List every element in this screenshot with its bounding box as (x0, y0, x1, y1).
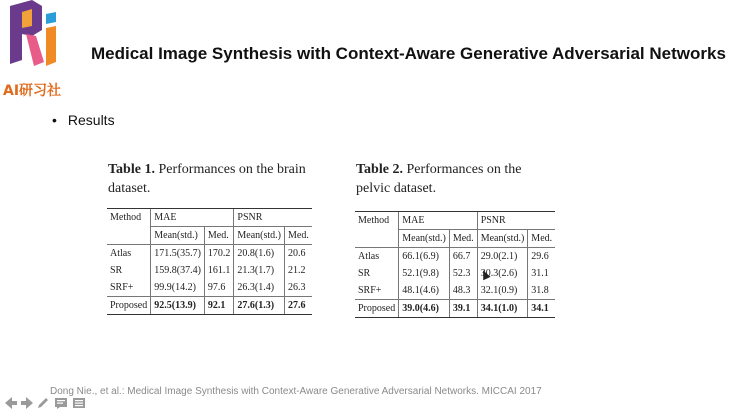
table-cell: 161.1 (204, 262, 234, 279)
menu-icon[interactable] (72, 396, 86, 410)
table-cell: Proposed (107, 297, 151, 315)
bullet-text: Results (67, 112, 115, 128)
table-cell: 27.6 (285, 297, 312, 315)
table-cell: 99.9(14.2) (151, 279, 205, 297)
table-row (107, 297, 312, 315)
table-cell: 159.8(37.4) (151, 262, 205, 279)
table2-caption-text2: pelvic dataset. (356, 181, 437, 196)
slide-title: Medical Image Synthesis with Context-Aware Generative Adversarial Networks (91, 44, 726, 63)
table-cell: 66.1(6.9) (399, 248, 450, 266)
table2 (355, 211, 555, 318)
bullet-results (52, 112, 115, 128)
table-row (107, 245, 312, 263)
table2-h-mean2: Mean(std.) (477, 230, 528, 248)
table-cell: 34.1(1.0) (477, 300, 528, 318)
table1-caption-text1: Performances on the brain (158, 162, 306, 177)
table-cell: 92.5(13.9) (151, 297, 205, 315)
table-cell: 39.1 (449, 300, 477, 318)
table-cell: 48.3 (449, 282, 477, 300)
table-cell: 31.1 (528, 265, 555, 282)
table-cell: 48.1(4.6) (399, 282, 450, 300)
table1-caption-text2: dataset. (108, 181, 151, 196)
table1-caption (108, 160, 348, 198)
table1-h-psnr: PSNR (234, 209, 312, 227)
table1-caption-label: Table 1. (108, 162, 155, 177)
table2-caption-label: Table 2. (356, 162, 403, 177)
table-row (107, 262, 312, 279)
table2-h-mae: MAE (399, 212, 477, 230)
table-cell: Proposed (355, 300, 399, 318)
table-cell: 31.8 (528, 282, 555, 300)
table-cell: 92.1 (204, 297, 234, 315)
table2-h-method: Method (355, 212, 399, 230)
bullet-dot-icon: • (52, 112, 57, 128)
table-cell: 66.7 (449, 248, 477, 266)
table-cell: 170.2 (204, 245, 234, 263)
table2-h-med2: Med. (528, 230, 555, 248)
table-cell: 29.6 (528, 248, 555, 266)
table-cell: 21.2 (285, 262, 312, 279)
table2-caption (356, 160, 596, 198)
table-cell: 97.6 (204, 279, 234, 297)
table-cell: 20.8(1.6) (234, 245, 285, 263)
table-cell: 171.5(35.7) (151, 245, 205, 263)
table1 (107, 208, 312, 315)
table-cell: Atlas (110, 248, 132, 259)
table2-caption-text1: Performances on the (406, 162, 522, 177)
table2-h-psnr: PSNR (477, 212, 555, 230)
table-cell: 26.3(1.4) (234, 279, 285, 297)
table-cell: 29.0(2.1) (477, 248, 528, 266)
table-row (355, 248, 555, 266)
arrow-left-icon[interactable] (4, 396, 18, 410)
table1-h-mean2: Mean(std.) (234, 227, 285, 245)
table-cell: 39.0(4.6) (399, 300, 450, 318)
table1-h-med2: Med. (285, 227, 312, 245)
table-row (355, 265, 555, 282)
table-cell: SRF+ (110, 282, 134, 293)
table-cell: SR (110, 265, 123, 276)
table-cell: 52.3 (449, 265, 477, 282)
slide-footer-citation: Dong Nie., et al.: Medical Image Synthesis with Context-Aware Generative Adversarial Networks. MICCAI 2017 (50, 386, 542, 397)
table-cell: Atlas (358, 251, 380, 262)
table1-h-mae: MAE (151, 209, 234, 227)
table-row (355, 282, 555, 300)
table2-h-mean1: Mean(std.) (399, 230, 450, 248)
logo-text: AI研习社 (3, 83, 62, 99)
table-cell: 20.6 (285, 245, 312, 263)
table1-h-method: Method (107, 209, 151, 227)
table-cell: 32.1(0.9) (477, 282, 528, 300)
table-row (355, 300, 555, 318)
comment-icon[interactable] (54, 396, 68, 410)
table-cell: 52.1(9.8) (399, 265, 450, 282)
table-cell: SR (358, 268, 371, 279)
table1-h-mean1: Mean(std.) (151, 227, 205, 245)
table2-h-med1: Med. (449, 230, 477, 248)
table-cell: 21.3(1.7) (234, 262, 285, 279)
table-cell: 26.3 (285, 279, 312, 297)
table-cell: 27.6(1.3) (234, 297, 285, 315)
table-cell: 30.3(2.6) (477, 265, 528, 282)
table1-h-med1: Med. (204, 227, 234, 245)
table-row (107, 279, 312, 297)
pen-icon[interactable] (36, 396, 50, 410)
arrow-right-icon[interactable] (20, 396, 34, 410)
table-cell: SRF+ (358, 285, 382, 296)
table-cell: 34.1 (528, 300, 555, 318)
